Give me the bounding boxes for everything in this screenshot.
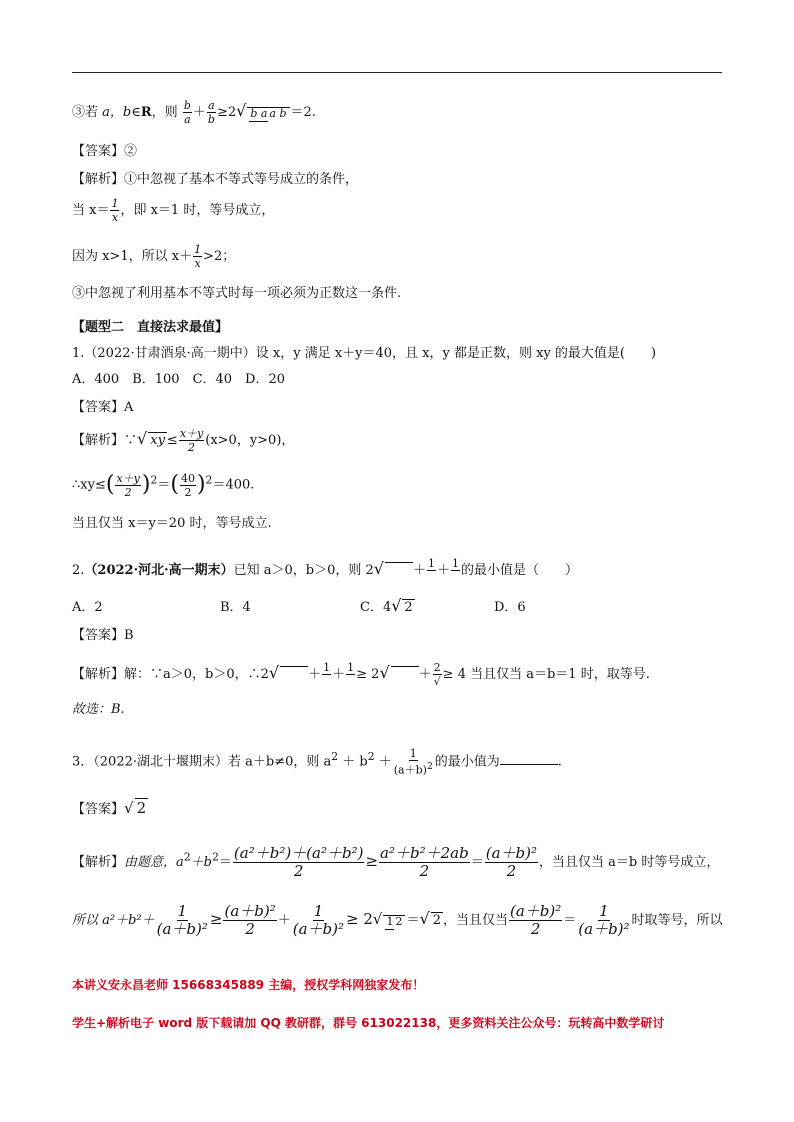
radical-sign: √ [124, 799, 134, 817]
text: 1.（2022·甘肃酒泉·高一期中）设 x，y 满足 x＋y＝40，且 x，y 都是正数，则 xy 的最大值是( ) [72, 346, 657, 361]
denominator: x [194, 257, 201, 270]
denominator: (a＋b)² [578, 920, 630, 938]
answer-value: A [124, 400, 134, 415]
numerator: 40 [180, 471, 195, 485]
problem-2-explanation-1 [72, 662, 650, 687]
fraction [115, 473, 140, 498]
radicand: 2 [432, 913, 441, 928]
radicand [383, 915, 405, 927]
text: ，当且仅当 [442, 913, 508, 928]
fraction [193, 244, 202, 269]
denominator: b [207, 113, 215, 126]
text: 故选：B. [72, 702, 125, 717]
fraction [577, 904, 630, 937]
numerator: 1 [386, 914, 394, 928]
numerator: a [208, 99, 215, 112]
explanation-label: 【解析】 [72, 855, 125, 870]
problem-1-options [72, 372, 285, 388]
text: ≥ [365, 852, 379, 870]
text: ≥2 [216, 105, 237, 120]
numerator: 1 [111, 197, 119, 210]
explanation-0-line1 [72, 172, 358, 188]
footer-line-2 [72, 1016, 664, 1030]
problem-1-explanation-1 [72, 428, 294, 453]
problem-1-answer [72, 400, 133, 416]
text: 的最小值为 [434, 754, 500, 770]
text: ＝ [406, 913, 420, 928]
fraction [156, 904, 209, 937]
fraction [180, 473, 196, 498]
denominator: 2 [419, 862, 430, 880]
text: 3．（2022·湖北十堰期末）若 a＋b≠0，则 a [72, 754, 332, 770]
radical-sign: √ [419, 909, 430, 928]
problem-2-explanation-2 [72, 702, 125, 718]
exponent: 2 [150, 473, 158, 487]
section-title [72, 320, 228, 336]
radicand-empty [385, 562, 413, 579]
radicand: 2 [136, 799, 147, 817]
denominator: x [111, 211, 119, 224]
right-paren: ) [196, 472, 206, 497]
denominator: 2 [184, 485, 192, 499]
radicand [247, 107, 289, 119]
denominator: 2 [245, 920, 255, 938]
text: 已知 a＞0，b＞0，则 2 [233, 563, 374, 578]
text: ＝ [563, 913, 577, 928]
radicand: xy [150, 433, 165, 448]
problem-2-stem [72, 558, 578, 583]
answer-blank [500, 752, 558, 765]
fraction [207, 100, 216, 125]
q3-item-line [72, 100, 316, 125]
radicand-empty [391, 666, 419, 683]
text: A．400 B．100 C．40 D．20 [72, 372, 286, 387]
text: C．4 [360, 600, 392, 615]
source: （2022·河北·高一期末） [84, 563, 234, 578]
problem-1-explanation-2 [72, 472, 254, 498]
denominator: 2 [506, 862, 517, 880]
explanation-0-line2 [72, 198, 274, 223]
numerator: (a＋b)² [485, 844, 537, 862]
explanation-0-line4 [72, 286, 401, 302]
fraction [346, 662, 355, 687]
numerator: b [183, 99, 191, 112]
denominator: 2 [293, 862, 304, 880]
text: ≥ 2 [356, 667, 380, 682]
footer-text: 学生+解析电子 word 版下载请加 QQ 教研群，群号 613022138，更多资料关注公众号：玩转高中数学研讨 [72, 1016, 665, 1030]
numerator: 1 [409, 747, 417, 760]
fraction [223, 904, 276, 937]
fraction [110, 198, 119, 223]
denominator: 2 [530, 920, 541, 938]
text: 当且仅当 x＝y＝20 时，等号成立. [72, 516, 272, 531]
text: a，b∈ [102, 105, 141, 120]
answer-label: 【答案】 [72, 628, 125, 643]
denominator-radical: √ [433, 675, 441, 688]
denominator: 2 [188, 441, 196, 454]
fraction [427, 558, 436, 583]
option-d: D．6 [494, 600, 526, 615]
answer-label: 【答案】 [72, 144, 125, 159]
footer-line-1 [72, 978, 424, 992]
numerator: 1 [452, 557, 460, 570]
section-heading: 【题型二 直接法求最值】 [72, 320, 229, 335]
problem-3-answer [72, 798, 148, 818]
text: ，则 [151, 105, 178, 120]
answer-label: 【答案】 [72, 802, 125, 817]
text: ∵ [124, 433, 138, 448]
option-b: B．4 [220, 600, 251, 615]
text: ≥ 2 [346, 910, 373, 928]
text: ＝ [157, 477, 171, 493]
explanation-0-line3 [72, 244, 235, 269]
exponent: 2 [183, 850, 191, 864]
left-paren: ( [170, 472, 179, 497]
numerator: a²＋b²＋2ab [380, 844, 469, 862]
text: 的最小值是（ ） [461, 563, 579, 578]
answer-label: 【答案】 [72, 400, 125, 415]
text: ＋ [192, 105, 206, 120]
fraction [179, 428, 204, 453]
exponent: 2 [331, 750, 339, 763]
text: 当 x＝ [72, 203, 110, 218]
radical-sign: √ [137, 429, 148, 448]
text: 所以 a²＋b²＋ [72, 913, 155, 928]
answer-value: B [124, 628, 134, 643]
numerator: x＋y [179, 427, 204, 440]
text: ，当且仅当 a＝b 时等号成立， [539, 855, 720, 870]
text: ＋ [437, 563, 451, 578]
text: ＝ [470, 855, 484, 870]
fraction [509, 904, 562, 937]
text: ，即 x＝1 时，等号成立， [120, 203, 275, 218]
numerator: 1 [313, 902, 324, 920]
denominator: 2 [395, 914, 403, 928]
explanation-label: 【解析】 [72, 433, 125, 448]
numerator: 2 [433, 661, 441, 674]
denominator: a [184, 113, 191, 126]
explanation-label: 【解析】 [72, 172, 125, 187]
numerator: (a＋b)² [510, 902, 562, 920]
header-rule [72, 72, 722, 73]
fraction [379, 846, 470, 879]
exponent: 2 [205, 473, 213, 487]
radical-sign: √ [268, 663, 280, 682]
numerator: 1 [347, 661, 355, 674]
text: ≥ 4 当且仅当 a＝b＝1 时，取等号. [442, 667, 650, 682]
numerator: (a＋b)² [224, 902, 276, 920]
numerator: (a²＋b²)＋(a²＋b²) [233, 844, 364, 862]
radicand-empty [280, 666, 308, 683]
text: ＋b [190, 855, 212, 870]
numerator: b a [250, 106, 268, 120]
fraction [292, 904, 345, 937]
text: (x>0，y>0)， [205, 433, 295, 448]
fraction [451, 558, 460, 583]
text: ＋ [413, 563, 427, 578]
answer-value: ② [124, 144, 138, 159]
denominator-empty [324, 675, 330, 687]
radical-sign: √ [373, 559, 384, 578]
radical-sign: √ [391, 596, 402, 615]
fraction [433, 662, 442, 687]
text: ③若 [72, 105, 99, 120]
text: ＋ [418, 667, 432, 682]
problem-3-stem [72, 748, 562, 776]
numerator: x＋y [116, 471, 140, 485]
text: . [557, 754, 562, 770]
text: ≥ [209, 910, 223, 928]
text: ＋ [374, 754, 392, 770]
text: 时取等号，所以 [631, 913, 723, 928]
denominator-empty [429, 571, 435, 583]
fraction [485, 846, 538, 879]
option-a: A．2 [72, 600, 103, 615]
denominator-empty [348, 675, 354, 687]
text: >2； [203, 249, 236, 264]
right-paren: ) [141, 472, 151, 497]
fraction [393, 748, 434, 776]
radical-sign: √ [379, 663, 390, 682]
text: ＋ [308, 667, 322, 682]
answer-0 [72, 144, 137, 160]
numerator: 1 [428, 557, 436, 570]
denominator: 2 [124, 485, 132, 499]
numerator: 1 [323, 661, 331, 674]
problem-3-explanation-2 [72, 904, 723, 937]
numerator: 1 [177, 902, 188, 920]
denominator-empty [453, 571, 459, 583]
problem-2-options [72, 596, 526, 616]
radicand: 2 [404, 600, 413, 615]
problem-1-stem [72, 346, 656, 362]
text: 解：∵a＞0，b＞0，∴2 [124, 667, 269, 682]
real-set-symbol: R [140, 105, 152, 120]
text: ∴xy≤ [72, 477, 106, 493]
problem-3-explanation-1 [72, 846, 719, 879]
fraction [322, 662, 331, 687]
numerator: 1 [194, 243, 202, 256]
denominator: a b [269, 106, 287, 120]
option-c [360, 596, 494, 616]
text: (a＋b) [393, 763, 427, 777]
problem-1-explanation-3 [72, 516, 272, 532]
text: ＋ b [338, 754, 368, 770]
denominator: (a＋b)² [156, 920, 208, 938]
text: ≤ [166, 433, 178, 448]
problem-2-answer [72, 628, 134, 644]
text: ＝400. [212, 477, 255, 493]
text: ③中忽视了利用基本不等式时每一项必须为正数这一条件. [72, 286, 402, 301]
footer-text: 本讲义安永昌老师 15668345889 主编，授权学科网独家发布！ [72, 978, 425, 992]
text: ＝2. [290, 105, 316, 120]
denominator [393, 761, 434, 776]
text: ①中忽视了基本不等式等号成立的条件， [124, 172, 359, 187]
radical-sign: √ [236, 101, 247, 120]
fraction [233, 846, 365, 879]
exponent: 2 [212, 850, 219, 864]
left-paren: ( [105, 472, 115, 497]
text: 2. [72, 563, 85, 578]
text: 因为 x>1，所以 x＋ [72, 249, 193, 264]
exponent: 2 [426, 761, 433, 772]
text: ＋ [332, 667, 346, 682]
explanation-label: 【解析】 [72, 667, 125, 682]
radical-sign: √ [372, 910, 383, 928]
numerator: 1 [599, 902, 609, 920]
denominator: (a＋b)² [292, 920, 345, 938]
fraction [183, 100, 192, 125]
text: 由题意，a [124, 855, 184, 870]
text: ＋ [277, 913, 291, 928]
exponent: 2 [367, 750, 375, 763]
text: ＝ [218, 855, 232, 870]
